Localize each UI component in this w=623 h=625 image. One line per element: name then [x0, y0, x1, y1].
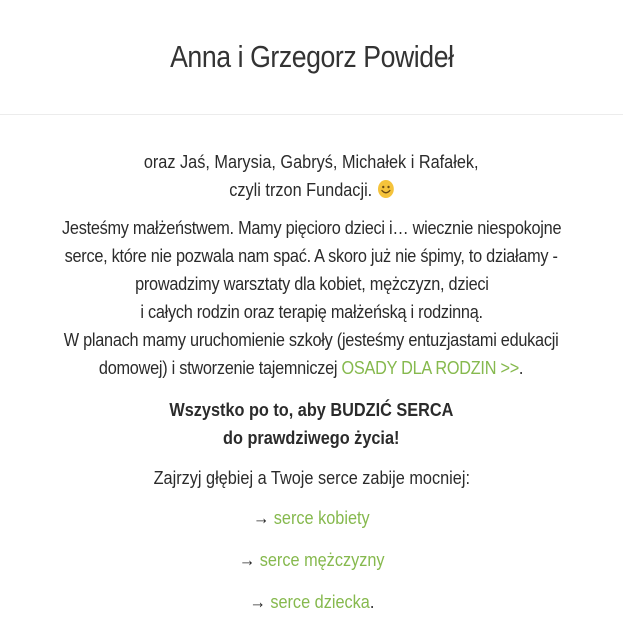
- serce-kobiety-link[interactable]: serce kobiety: [273, 507, 370, 528]
- about-line-2: serce, które nie pozwala nam spać. A skoro już nie śpimy, to działamy -: [64, 245, 559, 266]
- about-line-4: i całych rodzin oraz terapię małżeńską i rodzinną.: [140, 301, 483, 322]
- serce-mezczyzny-link[interactable]: serce mężczyzny: [259, 549, 385, 570]
- intro-section: [0, 115, 623, 204]
- about-line-6: domowej) i stworzenie tajemniczej OSADY DLA RODZIN >>.: [99, 357, 524, 378]
- page-header: [0, 0, 623, 115]
- about-line-3: prowadzimy warsztaty dla kobiet, mężczyzn, dzieci: [134, 273, 489, 294]
- link-row-dziecka: → serce dziecka.: [249, 591, 374, 612]
- about-line-1: Jesteśmy małżeństwem. Mamy pięcioro dzieci i… wiecznie niespokojne: [61, 217, 562, 238]
- arrow-right-icon: →: [249, 591, 266, 612]
- heart-links: [0, 504, 623, 618]
- cta-section: [0, 464, 623, 492]
- about-section: [0, 214, 623, 382]
- highlight-line-2: do prawdziwego życia!: [223, 427, 400, 448]
- highlight-section: [0, 396, 623, 452]
- arrow-right-icon: →: [238, 549, 255, 570]
- main-content: [0, 115, 623, 618]
- intro-line-2: czyli trzon Fundacji.: [0, 176, 623, 204]
- about-line-5: W planach mamy uruchomienie szkoły (jesteśmy entuzjastami edukacji: [64, 329, 559, 350]
- link-row-kobiety: [0, 504, 623, 534]
- smiley-face-icon: [376, 179, 394, 199]
- osady-link[interactable]: OSADY DLA RODZIN >>: [341, 357, 520, 378]
- page-title: Anna i Grzegorz Powideł: [169, 39, 454, 74]
- cta-text: Zajrzyj głębiej a Twoje serce zabije mocniej:: [153, 467, 470, 488]
- intro-line-1: oraz Jaś, Marysia, Gabryś, Michałek i Rafałek,: [144, 151, 479, 172]
- arrow-right-icon: →: [253, 507, 270, 528]
- serce-dziecka-link[interactable]: serce dziecka: [269, 591, 370, 612]
- highlight-line-1: Wszystko po to, aby BUDZIĆ SERCA: [169, 399, 454, 420]
- link-row-mezczyzny: [0, 546, 623, 576]
